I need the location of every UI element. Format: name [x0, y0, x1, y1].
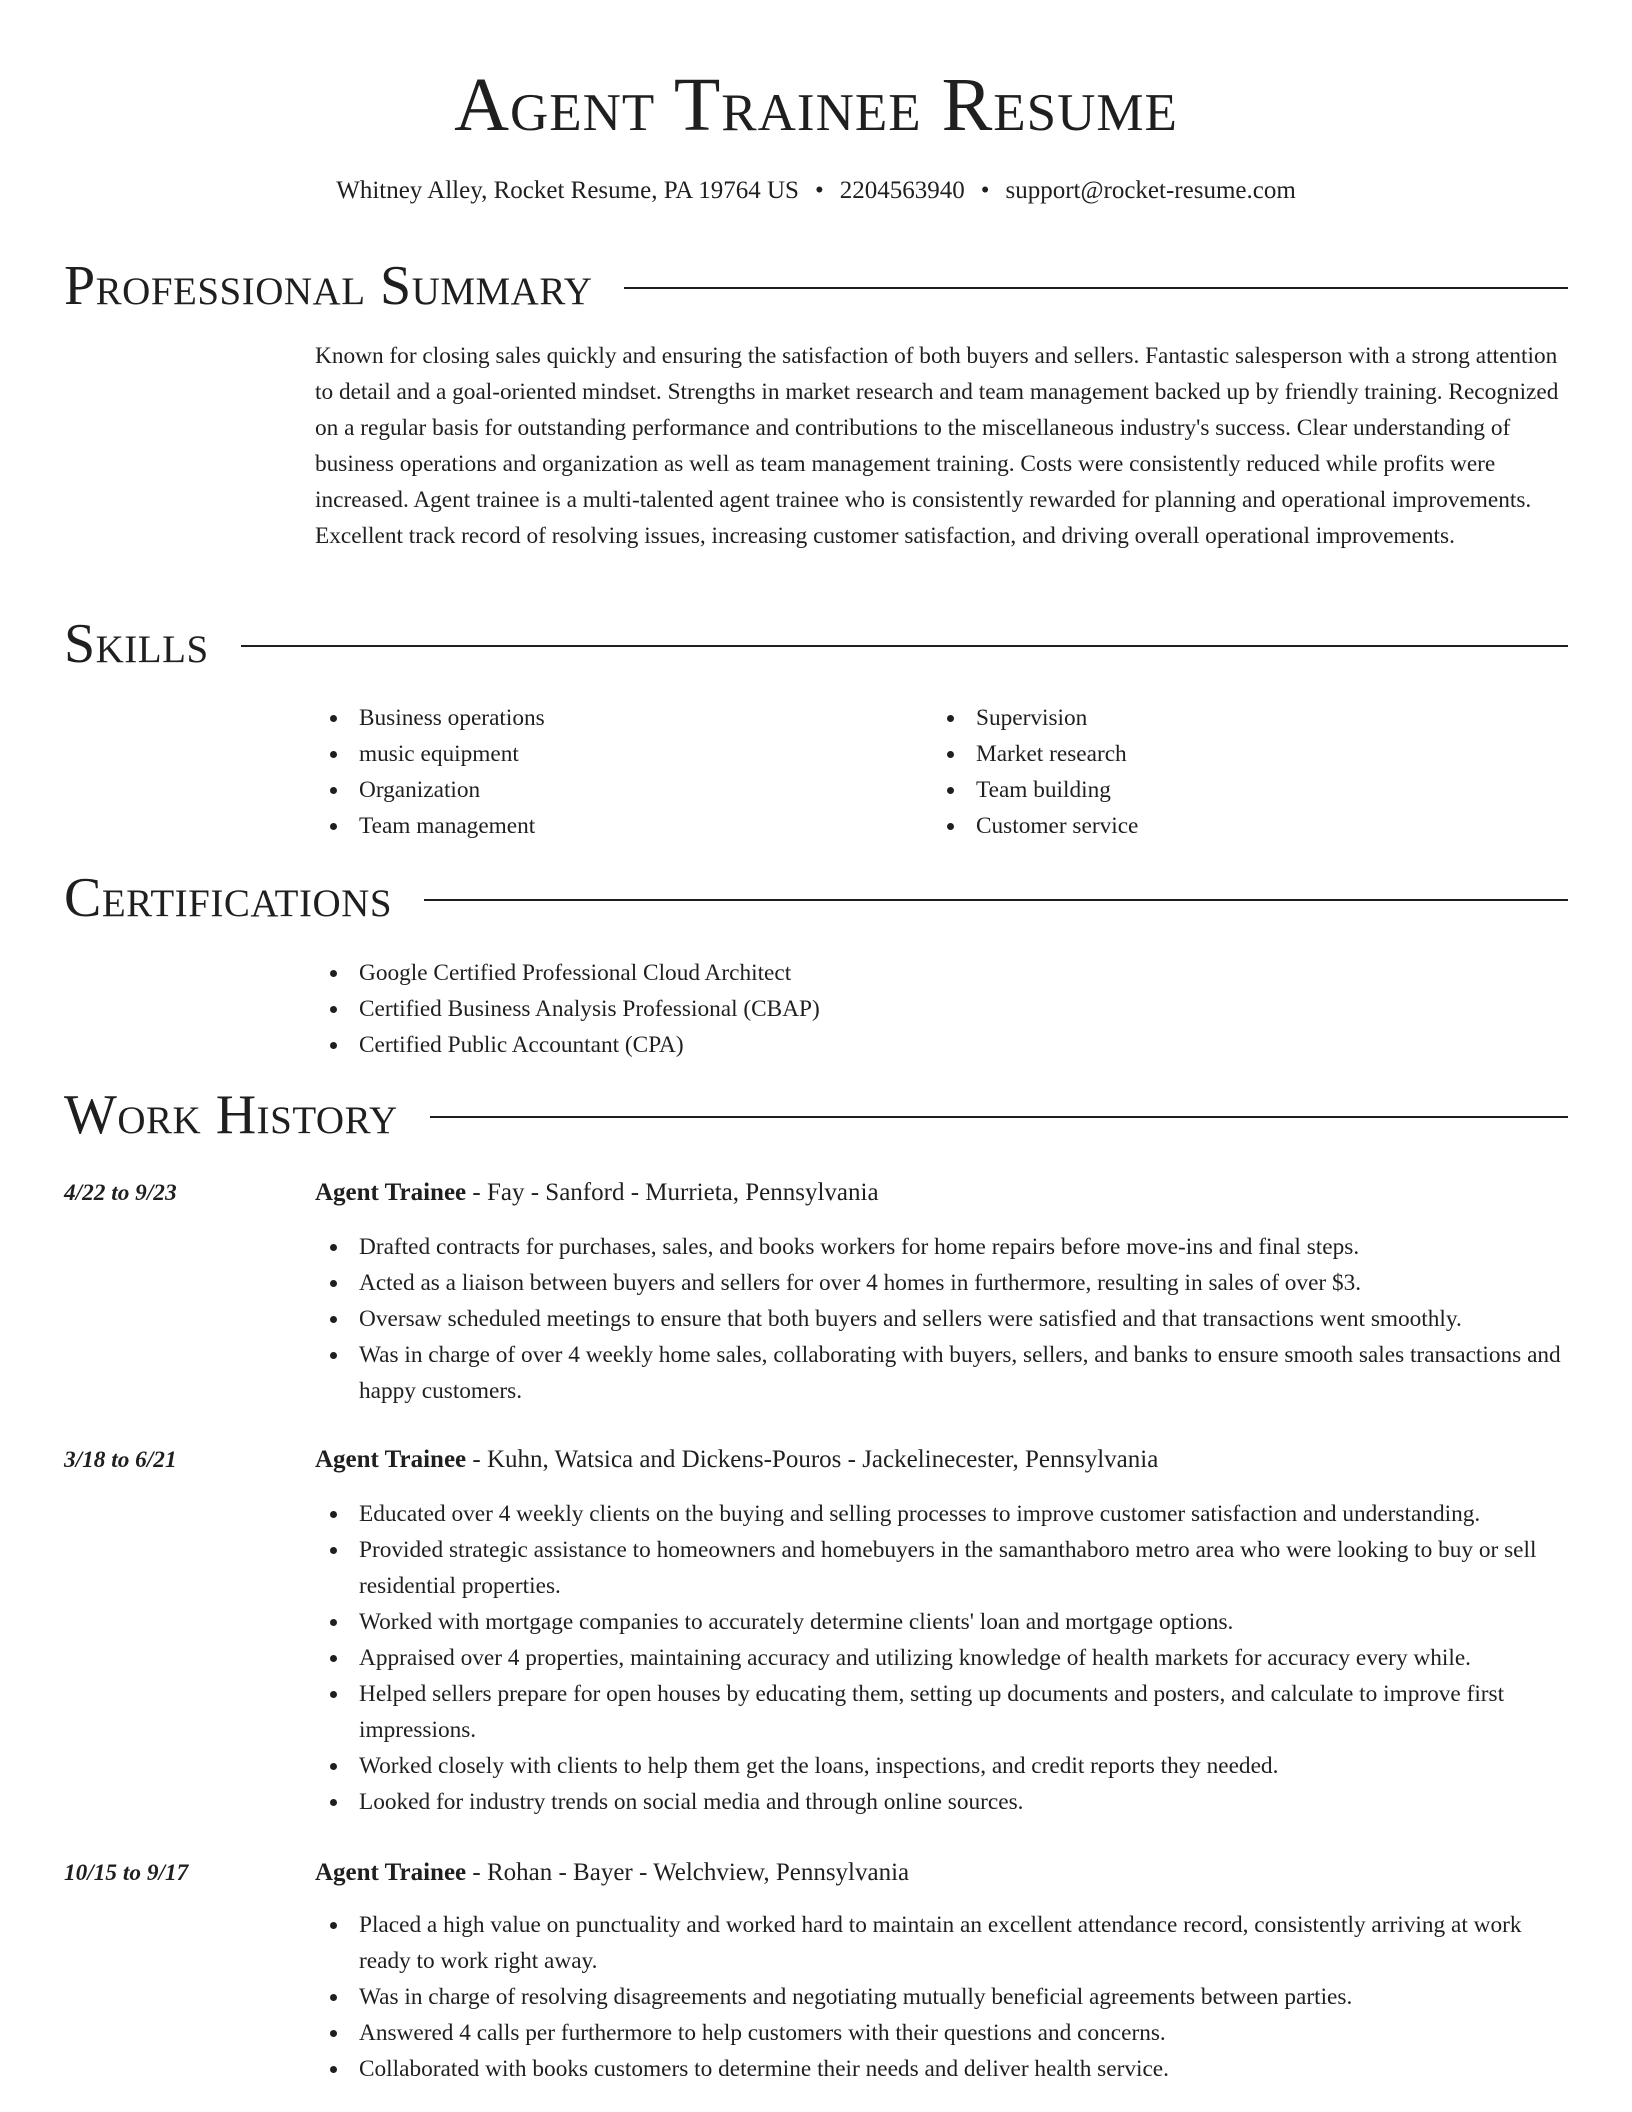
address: Whitney Alley, Rocket Resume, PA 19764 US: [336, 177, 799, 204]
summary-text: Known for closing sales quickly and ensuring the satisfaction of both buyers and sellers. Fantastic salesperson with a strong attention to detail and a goal-oriented mindset. Strengths in market research and team management backed up by friendly training. Recognized on a regular basis for outstanding performance and contributions to the miscellaneous industry's success. Clear understanding of business operations and organization as well as team management training. Costs were consistently reduced while profits were increased. Agent trainee is a multi-talented agent trainee who is consistently rewarded for planning and operational improvements. Excellent track record of resolving issues, increasing customer satisfaction, and driving overall operational improvements.: [315, 343, 1559, 549]
skill-item: Customer service: [932, 808, 1492, 844]
job-duty: Answered 4 calls per furthermore to help customers with their questions and concerns.: [315, 2015, 1568, 2051]
skill-item: Market research: [932, 736, 1492, 772]
section-divider: [624, 287, 1568, 289]
section-title: Professional Summary: [64, 255, 593, 317]
job-duty: Placed a high value on punctuality and worked hard to maintain an excellent attendance record, consistently arriving at work ready to work right away.: [315, 1907, 1568, 1979]
skill-item: Supervision: [932, 700, 1492, 736]
job-duties: [315, 1907, 1568, 2087]
skill-item: Team building: [932, 772, 1492, 808]
job-duty: Appraised over 4 properties, maintaining accuracy and utilizing knowledge of health markets for accuracy every while.: [315, 1640, 1568, 1676]
certification-item: Certified Public Accountant (CPA): [315, 1027, 1415, 1063]
skills-column-left: [315, 700, 875, 844]
job-duty: Educated over 4 weekly clients on the buying and selling processes to improve customer satisfaction and understanding.: [315, 1496, 1568, 1532]
job-duty: Worked closely with clients to help them get the loans, inspections, and credit reports they needed.: [315, 1748, 1568, 1784]
job-duty: Was in charge of resolving disagreements and negotiating mutually beneficial agreements between parties.: [315, 1979, 1568, 2015]
job-employer: - Kuhn, Watsica and Dickens-Pouros - Jackelinecester, Pennsylvania: [466, 1446, 1159, 1473]
page-title: Agent Trainee Resume: [454, 63, 1178, 147]
section-header-certifications: [64, 866, 1568, 930]
certification-item: Certified Business Analysis Professional (CBAP): [315, 991, 1415, 1027]
job-duty: Provided strategic assistance to homeowners and homebuyers in the samanthaboro metro area who were looking to buy or sell residential properties.: [315, 1532, 1568, 1604]
job-duty: Was in charge of over 4 weekly home sales, collaborating with buyers, sellers, and banks to ensure smooth sales transactions and happy customers.: [315, 1337, 1568, 1409]
email: support@rocket-resume.com: [1005, 177, 1296, 204]
job-header: [315, 1442, 1568, 1478]
section-header-work-history: [64, 1083, 1568, 1147]
separator: •: [814, 177, 824, 204]
job-dates: 3/18 to 6/21: [64, 1447, 177, 1473]
section-divider: [430, 1116, 1568, 1118]
section-header-summary: [64, 254, 1568, 318]
certifications-list: [315, 955, 1415, 1063]
job-duty: Worked with mortgage companies to accurately determine clients' loan and mortgage options.: [315, 1604, 1568, 1640]
job-employer: - Rohan - Bayer - Welchview, Pennsylvania: [466, 1859, 910, 1886]
job-header: [315, 1175, 1568, 1211]
section-divider: [241, 645, 1568, 647]
section-title: Work History: [64, 1084, 398, 1146]
job-duty: Looked for industry trends on social media and through online sources.: [315, 1784, 1568, 1820]
skill-item: Organization: [315, 772, 875, 808]
section-divider: [424, 899, 1568, 901]
separator: •: [980, 177, 990, 204]
job-duty: Acted as a liaison between buyers and sellers for over 4 homes in furthermore, resulting in sales of over $3.: [315, 1265, 1568, 1301]
job-dates: 4/22 to 9/23: [64, 1180, 177, 1206]
job-duty: Oversaw scheduled meetings to ensure that both buyers and sellers were satisfied and that transactions went smoothly.: [315, 1301, 1568, 1337]
job-dates: 10/15 to 9/17: [64, 1860, 189, 1886]
job-header: [315, 1855, 1568, 1891]
section-header-skills: [64, 612, 1568, 676]
section-title: Certifications: [64, 867, 393, 929]
contact-line: [0, 176, 1632, 206]
certification-item: Google Certified Professional Cloud Architect: [315, 955, 1415, 991]
job-duty: Collaborated with books customers to determine their needs and deliver health service.: [315, 2051, 1568, 2087]
job-title: Agent Trainee: [315, 1859, 467, 1886]
job-duty: Helped sellers prepare for open houses by educating them, setting up documents and posters, and calculate to improve first impressions.: [315, 1676, 1568, 1748]
job-title: Agent Trainee: [315, 1179, 467, 1206]
skills-column-right: [932, 700, 1492, 844]
skill-item: Business operations: [315, 700, 875, 736]
section-title: Skills: [64, 613, 209, 675]
skill-item: music equipment: [315, 736, 875, 772]
job-title: Agent Trainee: [315, 1446, 467, 1473]
job-duties: [315, 1229, 1568, 1409]
job-employer: - Fay - Sanford - Murrieta, Pennsylvania: [466, 1179, 879, 1206]
phone: 2204563940: [839, 177, 965, 204]
skill-item: Team management: [315, 808, 875, 844]
job-duty: Drafted contracts for purchases, sales, and books workers for home repairs before move-ins and final steps.: [315, 1229, 1568, 1265]
job-duties: [315, 1496, 1568, 1820]
